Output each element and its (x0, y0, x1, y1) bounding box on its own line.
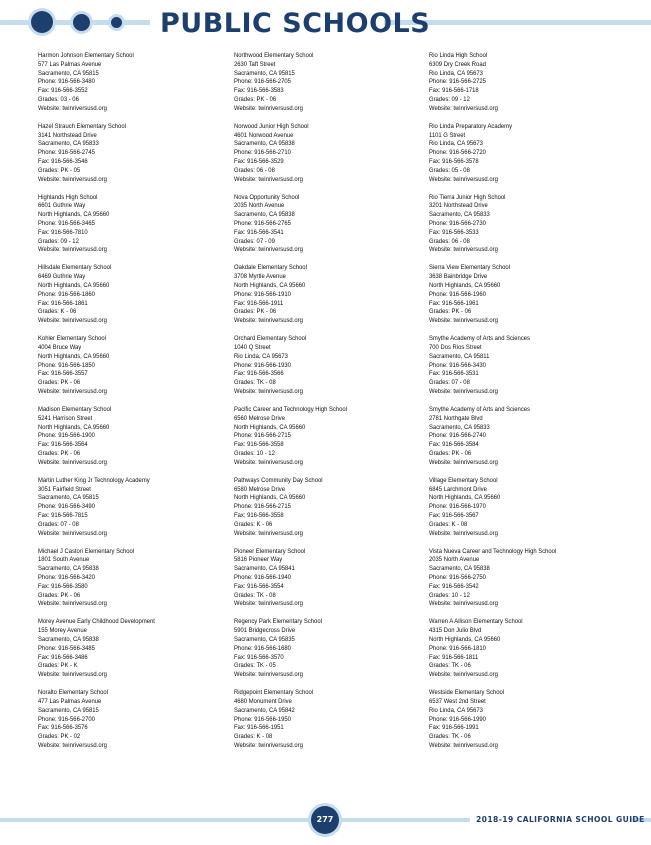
school-phone: Phone: 916-566-1990 (429, 715, 486, 723)
header-dot-large (31, 11, 53, 33)
school-fax: Fax: 916-566-7815 (38, 511, 88, 519)
school-name: Pathways Community Day School (234, 476, 323, 484)
school-phone: Phone: 916-566-2765 (234, 219, 291, 227)
school-fax: Fax: 916-566-1811 (429, 653, 479, 661)
school-website: Website: twinriversusd.org (38, 246, 107, 254)
school-grades: Grades: K - 08 (429, 520, 468, 528)
school-entry (234, 477, 424, 548)
guide-title: 2018-19 CALIFORNIA SCHOOL GUIDE (476, 815, 645, 824)
school-address: 4601 Norwood Avenue (234, 131, 294, 139)
school-entry (234, 123, 424, 194)
school-entry (234, 689, 424, 760)
school-entry (38, 335, 228, 406)
school-grades: Grades: 05 - 08 (429, 166, 470, 174)
school-grades: Grades: K - 08 (234, 733, 273, 741)
school-website: Website: twinriversusd.org (38, 741, 107, 749)
school-grades: Grades: TK - 08 (234, 591, 276, 599)
school-city: Sacramento, CA 95815 (38, 69, 99, 77)
school-name: Rio Linda Preparatory Academy (429, 122, 513, 130)
school-address: 477 Las Palmas Avenue (38, 697, 102, 705)
school-website: Website: twinriversusd.org (234, 387, 303, 395)
school-address: 4680 Monument Drive (234, 697, 292, 705)
school-grades: Grades: K - 06 (234, 520, 273, 528)
school-address: 3141 Northstead Drive (38, 131, 97, 139)
school-website: Website: twinriversusd.org (234, 600, 303, 608)
school-phone: Phone: 916-566-3430 (429, 361, 486, 369)
school-website: Website: twinriversusd.org (429, 246, 498, 254)
school-fax: Fax: 916-566-3552 (38, 87, 88, 95)
school-fax: Fax: 916-566-3578 (429, 157, 479, 165)
header-dot-medium (73, 14, 90, 31)
school-address: 6469 Guthrie Way (38, 273, 86, 281)
school-entry (38, 264, 228, 335)
school-phone: Phone: 916-566-3465 (38, 219, 95, 227)
school-city: Sacramento, CA 95811 (429, 352, 490, 360)
school-name: Pioneer Elementary School (234, 547, 306, 555)
school-phone: Phone: 916-566-3420 (38, 573, 95, 581)
school-city: Sacramento, CA 95833 (429, 211, 490, 219)
school-entry (234, 194, 424, 265)
school-address: 2781 Northgate Blvd (429, 414, 483, 422)
school-entry (429, 689, 619, 760)
school-name: Vista Nueva Career and Technology High School (429, 547, 557, 555)
school-column-1 (38, 52, 228, 760)
school-address: 3638 Bainbridge Drive (429, 273, 488, 281)
school-website: Website: twinriversusd.org (234, 175, 303, 183)
school-grades: Grades: 07 - 08 (429, 379, 470, 387)
school-name: Oakdale Elementary School (234, 264, 307, 272)
school-website: Website: twinriversusd.org (429, 104, 498, 112)
school-website: Website: twinriversusd.org (38, 387, 107, 395)
school-website: Website: twinriversusd.org (234, 458, 303, 466)
school-city: Sacramento, CA 95838 (429, 565, 490, 573)
school-phone: Phone: 916-566-1860 (38, 290, 95, 298)
school-address: 1801 South Avenue (38, 556, 90, 564)
school-phone: Phone: 916-566-2705 (234, 78, 291, 86)
school-website: Website: twinriversusd.org (38, 175, 107, 183)
school-phone: Phone: 916-566-3485 (38, 644, 95, 652)
school-name: Sierra View Elementary School (429, 264, 510, 272)
school-grades: Grades: PK - 05 (38, 166, 81, 174)
school-name: Martin Luther King Jr Technology Academy (38, 476, 150, 484)
school-grades: Grades: 10 - 12 (234, 449, 275, 457)
school-website: Website: twinriversusd.org (38, 529, 107, 537)
school-city: Rio Linda, CA 95673 (234, 352, 288, 360)
school-city: Sacramento, CA 95815 (38, 494, 99, 502)
school-phone: Phone: 916-566-1930 (234, 361, 291, 369)
school-address: 1101 G Street (429, 131, 466, 139)
school-city: North Highlands, CA 95660 (429, 635, 501, 643)
school-website: Website: twinriversusd.org (234, 671, 303, 679)
school-entry (234, 406, 424, 477)
school-address: 1040 Q Street (234, 343, 271, 351)
school-grades: Grades: TK - 08 (234, 379, 276, 387)
school-grades: Grades: PK - 06 (429, 308, 472, 316)
school-entry (429, 264, 619, 335)
school-name: Warren A Allison Elementary School (429, 618, 523, 626)
school-city: Sacramento, CA 95838 (38, 635, 99, 643)
school-grades: Grades: PK - 02 (38, 733, 81, 741)
school-grades: Grades: 10 - 12 (429, 591, 470, 599)
school-website: Website: twinriversusd.org (429, 741, 498, 749)
school-phone: Phone: 916-566-1910 (234, 290, 291, 298)
school-grades: Grades: PK - 06 (38, 379, 81, 387)
school-phone: Phone: 916-566-3490 (38, 503, 95, 511)
school-website: Website: twinriversusd.org (38, 104, 107, 112)
school-fax: Fax: 916-566-3566 (234, 370, 284, 378)
school-address: 4315 Don Julio Blvd (429, 627, 482, 635)
school-address: 3051 Fairfield Street (38, 485, 91, 493)
school-name: Morey Avenue Early Childhood Development (38, 618, 155, 626)
school-address: 2035 North Avenue (234, 202, 285, 210)
school-name: Westside Elementary School (429, 689, 505, 697)
school-fax: Fax: 916-566-1911 (234, 299, 284, 307)
footer-rule-mid (340, 818, 470, 822)
page-number: 277 (311, 806, 339, 834)
school-fax: Fax: 916-566-3546 (38, 157, 88, 165)
school-fax: Fax: 916-566-3567 (429, 511, 479, 519)
school-city: Sacramento, CA 95838 (38, 565, 99, 573)
school-city: Sacramento, CA 95835 (234, 635, 295, 643)
school-fax: Fax: 916-566-3564 (38, 441, 88, 449)
school-grades: Grades: PK - 06 (38, 591, 81, 599)
school-fax: Fax: 916-566-3570 (234, 653, 284, 661)
school-entry (234, 52, 424, 123)
school-website: Website: twinriversusd.org (429, 387, 498, 395)
school-phone: Phone: 916-566-2710 (234, 149, 291, 157)
school-city: Sacramento, CA 95838 (234, 140, 295, 148)
school-fax: Fax: 916-566-3558 (234, 441, 284, 449)
school-entry (38, 477, 228, 548)
school-fax: Fax: 916-566-7810 (38, 228, 88, 236)
school-entry (429, 52, 619, 123)
school-address: 577 Las Palmas Avenue (38, 60, 102, 68)
school-website: Website: twinriversusd.org (234, 246, 303, 254)
school-name: Noralto Elementary School (38, 689, 108, 697)
school-city: North Highlands, CA 95660 (234, 281, 306, 289)
school-address: 3201 Northstead Drive (429, 202, 488, 210)
school-phone: Phone: 916-566-3480 (38, 78, 95, 86)
school-city: Rio Linda, CA 95673 (429, 706, 483, 714)
school-city: Sacramento, CA 95841 (234, 565, 295, 573)
school-website: Website: twinriversusd.org (38, 600, 107, 608)
school-grades: Grades: 09 - 12 (38, 237, 79, 245)
school-phone: Phone: 916-566-2725 (429, 78, 486, 86)
school-address: 700 Dos Rios Street (429, 343, 482, 351)
school-website: Website: twinriversusd.org (234, 317, 303, 325)
school-grades: Grades: 07 - 08 (38, 520, 79, 528)
school-fax: Fax: 916-566-3541 (234, 228, 284, 236)
school-name: Village Elementary School (429, 476, 498, 484)
school-website: Website: twinriversusd.org (429, 175, 498, 183)
school-fax: Fax: 916-566-3542 (429, 582, 479, 590)
school-entry (38, 618, 228, 689)
school-fax: Fax: 916-566-1991 (429, 724, 479, 732)
school-entry (429, 335, 619, 406)
school-phone: Phone: 916-566-2740 (429, 432, 486, 440)
school-grades: Grades: TK - 06 (429, 733, 471, 741)
school-phone: Phone: 916-566-1940 (234, 573, 291, 581)
school-name: Smythe Academy of Arts and Sciences (429, 335, 530, 343)
school-city: North Highlands, CA 95660 (38, 352, 110, 360)
school-grades: Grades: PK - 06 (234, 308, 277, 316)
school-grades: Grades: 07 - 09 (234, 237, 275, 245)
school-website: Website: twinriversusd.org (38, 458, 107, 466)
school-fax: Fax: 916-566-3531 (429, 370, 479, 378)
school-fax: Fax: 916-566-3584 (429, 441, 479, 449)
school-city: North Highlands, CA 95660 (234, 494, 306, 502)
school-phone: Phone: 916-566-2745 (38, 149, 95, 157)
school-address: 6560 Melrose Drive (234, 414, 285, 422)
school-column-2 (234, 52, 424, 760)
school-address: 5901 Bridgecross Drive (234, 627, 296, 635)
school-website: Website: twinriversusd.org (429, 671, 498, 679)
school-fax: Fax: 916-566-3554 (234, 582, 284, 590)
school-name: Harmon Johnson Elementary School (38, 52, 134, 59)
school-grades: Grades: TK - 05 (234, 662, 276, 670)
school-website: Website: twinriversusd.org (38, 671, 107, 679)
school-phone: Phone: 916-566-1960 (429, 290, 486, 298)
school-column-3 (429, 52, 619, 760)
school-phone: Phone: 916-566-1680 (234, 644, 291, 652)
school-city: North Highlands, CA 95660 (38, 211, 110, 219)
school-phone: Phone: 916-566-1810 (429, 644, 486, 652)
school-entry (38, 406, 228, 477)
school-website: Website: twinriversusd.org (429, 529, 498, 537)
school-website: Website: twinriversusd.org (429, 600, 498, 608)
school-phone: Phone: 916-566-2700 (38, 715, 95, 723)
school-city: North Highlands, CA 95660 (429, 281, 501, 289)
school-entry (234, 335, 424, 406)
school-fax: Fax: 916-566-1718 (429, 87, 479, 95)
school-fax: Fax: 916-566-3529 (234, 157, 284, 165)
school-phone: Phone: 916-566-2715 (234, 503, 291, 511)
school-city: Sacramento, CA 95815 (38, 706, 99, 714)
school-name: Regency Park Elementary School (234, 618, 322, 626)
school-address: 6580 Melrose Drive (234, 485, 285, 493)
school-entry (38, 194, 228, 265)
school-entry (38, 689, 228, 760)
school-city: North Highlands, CA 95660 (38, 281, 110, 289)
school-address: 155 Morey Avenue (38, 627, 87, 635)
school-grades: Grades: K - 06 (38, 308, 77, 316)
school-website: Website: twinriversusd.org (429, 317, 498, 325)
school-entry (429, 406, 619, 477)
school-address: 2630 Taft Street (234, 60, 276, 68)
school-phone: Phone: 916-566-2720 (429, 149, 486, 157)
school-name: Nova Opportunity School (234, 193, 300, 201)
school-entry (429, 477, 619, 548)
school-address: 6601 Guthrie Way (38, 202, 86, 210)
school-city: Sacramento, CA 95833 (429, 423, 490, 431)
school-phone: Phone: 916-566-1970 (429, 503, 486, 511)
school-fax: Fax: 916-566-3558 (234, 511, 284, 519)
school-grades: Grades: PK - 06 (234, 95, 277, 103)
school-fax: Fax: 916-566-1861 (38, 299, 88, 307)
school-grades: Grades: 09 - 12 (429, 95, 470, 103)
school-entry (38, 548, 228, 619)
school-city: Sacramento, CA 95815 (234, 69, 295, 77)
school-entry (38, 123, 228, 194)
school-entry (429, 194, 619, 265)
header-dot-small (111, 17, 122, 28)
school-name: Ridgepoint Elementary School (234, 689, 314, 697)
school-address: 6537 West 2nd Street (429, 697, 486, 705)
school-website: Website: twinriversusd.org (234, 741, 303, 749)
school-grades: Grades: PK - K (38, 662, 78, 670)
school-name: Smythe Academy of Arts and Sciences (429, 405, 530, 413)
school-name: Michael J Castori Elementary School (38, 547, 135, 555)
school-grades: Grades: 06 - 08 (429, 237, 470, 245)
school-phone: Phone: 916-566-2750 (429, 573, 486, 581)
page-title: PUBLIC SCHOOLS (160, 8, 431, 39)
school-name: Rio Tierra Junior High School (429, 193, 506, 201)
school-phone: Phone: 916-566-2715 (234, 432, 291, 440)
school-entry (234, 618, 424, 689)
school-city: North Highlands, CA 95660 (429, 494, 501, 502)
school-name: Pacific Career and Technology High School (234, 405, 347, 413)
school-website: Website: twinriversusd.org (234, 104, 303, 112)
school-fax: Fax: 916-566-3533 (429, 228, 479, 236)
school-website: Website: twinriversusd.org (429, 458, 498, 466)
school-website: Website: twinriversusd.org (38, 317, 107, 325)
school-entry (429, 123, 619, 194)
school-grades: Grades: 06 - 08 (234, 166, 275, 174)
school-phone: Phone: 916-566-1900 (38, 432, 95, 440)
school-city: Rio Linda, CA 95673 (429, 140, 483, 148)
school-entry (429, 618, 619, 689)
school-entry (38, 52, 228, 123)
school-entry (234, 548, 424, 619)
school-name: Orchard Elementary School (234, 335, 307, 343)
school-grades: Grades: 03 - 06 (38, 95, 79, 103)
school-address: 4004 Bruce Way (38, 343, 82, 351)
school-address: 3708 Myrtle Avenue (234, 273, 286, 281)
school-name: Rio Linda High School (429, 52, 488, 59)
school-name: Hazel Strauch Elementary School (38, 122, 126, 130)
school-fax: Fax: 916-566-1961 (429, 299, 479, 307)
school-fax: Fax: 916-566-3576 (38, 724, 88, 732)
school-city: North Highlands, CA 95660 (234, 423, 306, 431)
school-city: North Highlands, CA 95660 (38, 423, 110, 431)
school-address: 6845 Larchmont Drive (429, 485, 487, 493)
school-name: Norwood Junior High School (234, 122, 309, 130)
school-website: Website: twinriversusd.org (234, 529, 303, 537)
school-fax: Fax: 916-566-3486 (38, 653, 88, 661)
school-address: 2035 North Avenue (429, 556, 480, 564)
school-fax: Fax: 916-566-3557 (38, 370, 88, 378)
school-city: Sacramento, CA 95842 (234, 706, 295, 714)
school-fax: Fax: 916-566-3583 (234, 87, 284, 95)
school-fax: Fax: 916-566-3580 (38, 582, 88, 590)
school-phone: Phone: 916-566-2730 (429, 219, 486, 227)
school-fax: Fax: 916-566-1951 (234, 724, 284, 732)
school-entry (429, 548, 619, 619)
school-name: Highlands High School (38, 193, 98, 201)
school-grades: Grades: PK - 06 (38, 449, 81, 457)
school-address: 5241 Harrison Street (38, 414, 93, 422)
school-city: Sacramento, CA 95838 (234, 211, 295, 219)
school-address: 5816 Pioneer Way (234, 556, 283, 564)
school-grades: Grades: PK - 06 (429, 449, 472, 457)
school-entry (234, 264, 424, 335)
school-name: Madison Elementary School (38, 405, 112, 413)
school-city: Sacramento, CA 95833 (38, 140, 99, 148)
school-name: Hillsdale Elementary School (38, 264, 112, 272)
school-name: Kohler Elementary School (38, 335, 106, 343)
school-phone: Phone: 916-566-1950 (234, 715, 291, 723)
school-grades: Grades: TK - 06 (429, 662, 471, 670)
school-address: 6309 Dry Creek Road (429, 60, 486, 68)
school-city: Rio Linda, CA 95673 (429, 69, 483, 77)
school-phone: Phone: 916-566-1850 (38, 361, 95, 369)
school-name: Northwood Elementary School (234, 52, 314, 59)
footer-rule-left (0, 818, 310, 822)
